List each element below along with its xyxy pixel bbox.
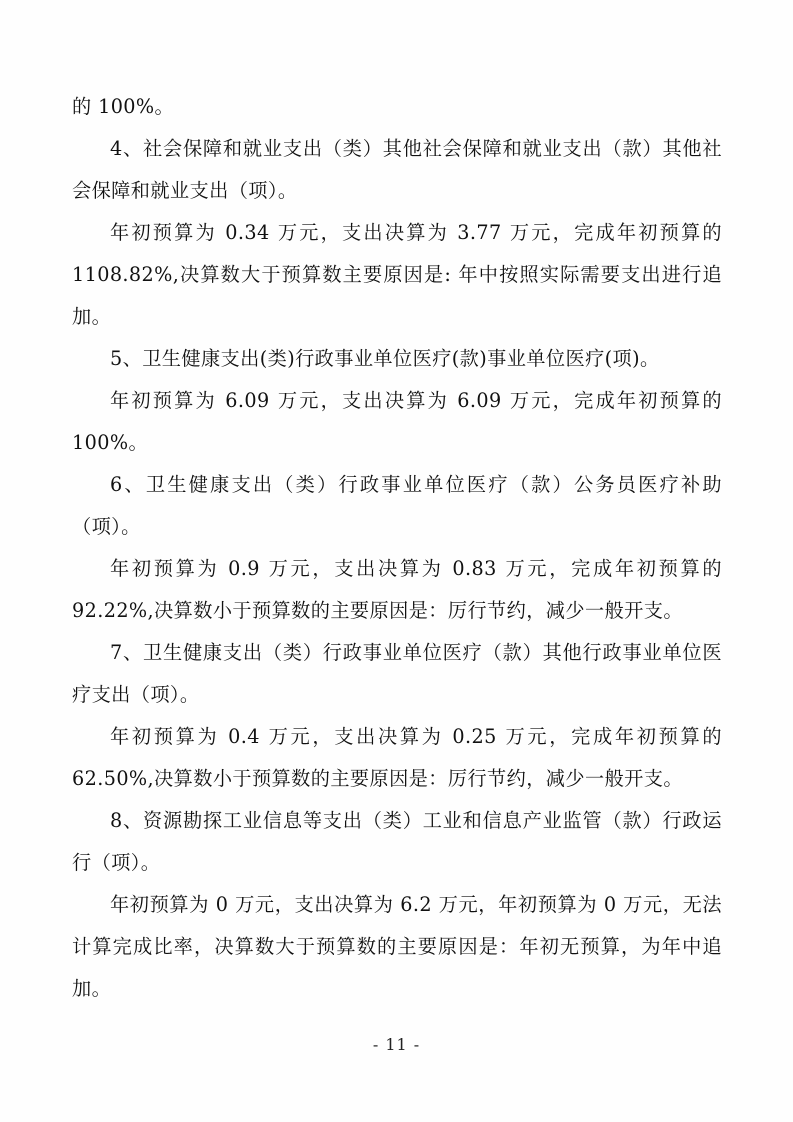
paragraph: 4、社会保障和就业支出（类）其他社会保障和就业支出（款）其他社会保障和就业支出（项）。 xyxy=(72,137,722,202)
paragraph: 年初预算为 0.4 万元，支出决算为 0.25 万元，完成年初预算的 62.50%,决算数小于预算数的主要原因是：厉行节约，减少一般开支。 xyxy=(72,725,722,790)
paragraph: 6、卫生健康支出（类）行政事业单位医疗（款）公务员医疗补助（项）。 xyxy=(72,473,722,538)
paragraph: 年初预算为 0 万元，支出决算为 6.2 万元，年初预算为 0 万元，无法计算完成比率，决算数大于预算数的主要原因是：年初无预算，为年中追加。 xyxy=(72,893,722,1000)
document-body xyxy=(72,86,722,1010)
paragraph: 5、卫生健康支出(类)行政事业单位医疗(款)事业单位医疗(项)。 xyxy=(110,347,660,370)
paragraph: 7、卫生健康支出（类）行政事业单位医疗（款）其他行政事业单位医疗支出（项）。 xyxy=(72,641,722,706)
paragraph: 年初预算为 6.09 万元，支出决算为 6.09 万元，完成年初预算的 100%。 xyxy=(72,389,722,454)
page-number: - 11 - xyxy=(372,1035,421,1054)
paragraph: 年初预算为 0.9 万元，支出决算为 0.83 万元，完成年初预算的 92.22%,决算数小于预算数的主要原因是：厉行节约，减少一般开支。 xyxy=(72,557,722,622)
paragraph: 的 100%。 xyxy=(72,95,175,118)
paragraph: 年初预算为 0.34 万元，支出决算为 3.77 万元，完成年初预算的 1108.82%,决算数大于预算数主要原因是: 年中按照实际需要支出进行追加。 xyxy=(72,221,722,328)
paragraph: 8、资源勘探工业信息等支出（类）工业和信息产业监管（款）行政运行（项）。 xyxy=(72,809,722,874)
